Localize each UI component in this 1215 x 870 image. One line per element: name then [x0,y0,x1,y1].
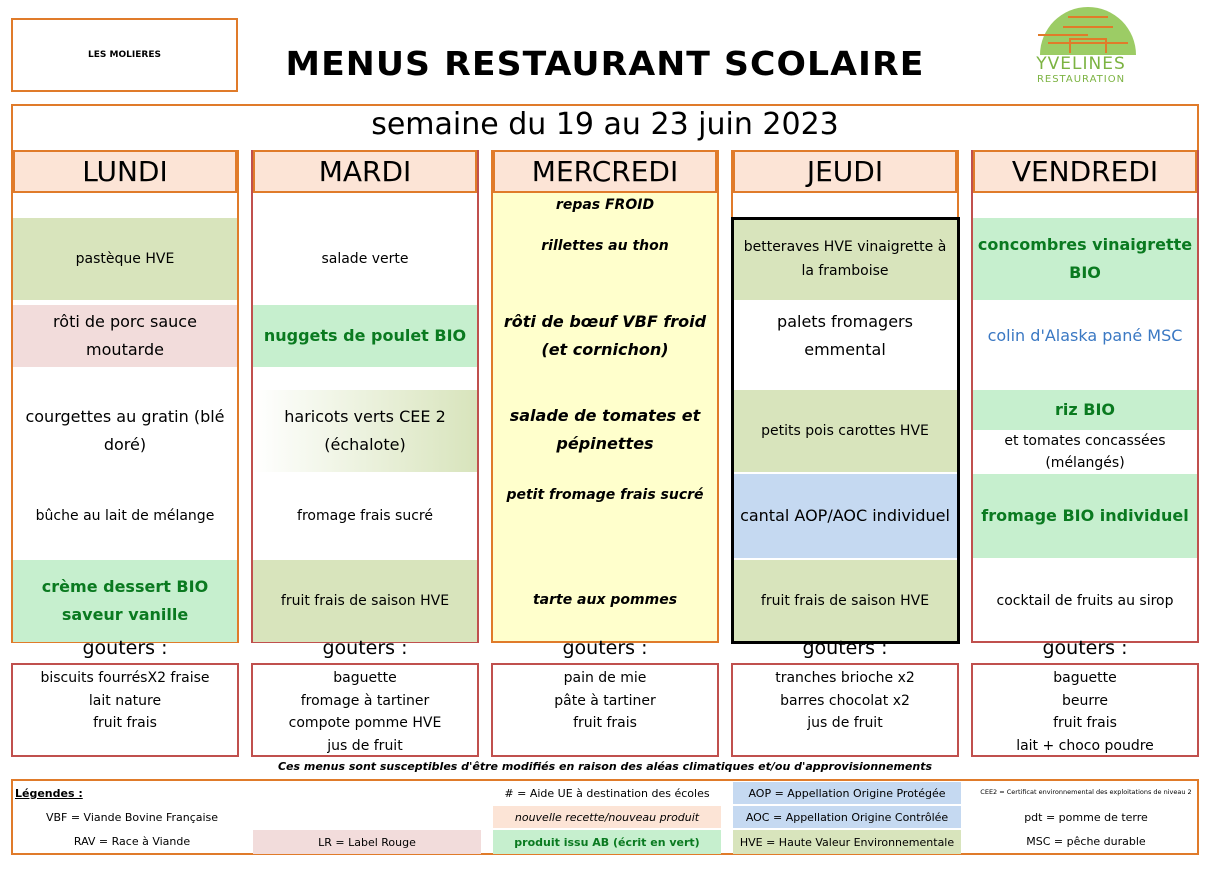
day-column-mardi [251,150,479,643]
gouter-item: jus de fruit [807,715,883,731]
menu-dessert: fruit frais de saison HVE [733,560,957,642]
gouter-item: fromage à tartiner [300,692,430,709]
gouter-item: baguette [333,670,397,686]
day-header-lundi: LUNDI [13,150,237,193]
gouter-title-mardi: gouters : [322,637,408,659]
menu-accompagnement: courgettes au gratin (blé doré) [25,407,225,454]
legend-aop: AOP = Appellation Origine Protégée [733,782,961,804]
gouter-item: pâte à tartiner [554,692,656,709]
menu-plat: rôti de porc sauce moutarde [13,305,237,367]
menu-laitage: fromage BIO individuel [973,474,1197,558]
gouter-item: beurre [1062,692,1108,709]
menu-laitage: bûche au lait de mélange [35,507,215,524]
gouter-item: fruit frais [93,715,157,731]
week-title: semaine du 19 au 23 juin 2023 [371,107,839,142]
gouter-item: lait nature [88,692,162,709]
legend-msc: MSC = pêche durable [1026,834,1146,848]
day-header-jeudi: JEUDI [733,150,957,193]
legend-rav: RAV = Race à Viande [73,834,191,848]
day-column-lundi [11,150,239,643]
day-header-vendredi: VENDREDI [973,150,1197,193]
gouter-item: tranches brioche x2 [775,670,915,686]
gouter-item: lait + choco poudre [1016,737,1154,754]
logo-text: YVELINES [1036,54,1126,74]
menu-accompagnement: riz BIO [973,390,1197,430]
day-header-mardi: MARDI [253,150,477,193]
legend-lr: LR = Label Rouge [253,830,481,854]
legend-vbf: VBF = Viande Bovine Française [45,810,219,824]
legend-aoc: AOC = Appellation Origine Contrôlée [733,806,961,828]
legend-ab: produit issu AB (écrit en vert) [493,830,721,854]
gouter-item: pain de mie [563,670,647,686]
gouter-item: jus de fruit [327,737,403,754]
menu-plat: palets fromagers emmental [777,312,913,359]
menu-laitage: petit fromage frais sucré [506,486,704,503]
school-name: LES MOLIERES [88,50,161,60]
gouter-item: baguette [1053,670,1117,686]
menu-plat: rôti de bœuf VBF froid (et cornichon) [503,312,707,359]
disclaimer-note: Ces menus sont susceptibles d'être modifiés en raison des aléas climatiques et/ou d'approvisionnements [277,760,933,773]
menu-entree: pastèque HVE [13,218,237,300]
menu-laitage: cantal AOP/AOC individuel [733,474,957,558]
legend-hve: HVE = Haute Valeur Environnementale [733,830,961,854]
day-column-vendredi [971,150,1199,643]
menu-entree: rillettes au thon [541,237,669,254]
gouter-item: barres chocolat x2 [780,692,910,709]
gouter-item: fruit frais [1053,715,1117,731]
gouter-title-mercredi: gouters : [562,637,648,659]
menu-dessert: crème dessert BIO saveur vanille [13,560,237,642]
logo-subtext: RESTAURATION [1036,74,1126,85]
jeudi-highlight-frame [731,217,960,644]
menu-plat: colin d'Alaska pané MSC [987,326,1183,345]
menu-entree: salade verte [321,250,409,267]
legend-pdt: pdt = pomme de terre [1024,810,1148,824]
menu-laitage: fromage frais sucré [297,507,433,524]
gouter-title-jeudi: gouters : [802,637,888,659]
menu-dessert: tarte aux pommes [532,591,678,608]
menu-accompagnement: salade de tomates et pépinettes [509,406,701,453]
gouter-box-mercredi [491,663,719,757]
school-name-box [11,18,238,92]
gouter-title-vendredi: gouters : [1042,637,1128,659]
menu-plat: nuggets de poulet BIO [253,305,477,367]
menu-entree: betteraves HVE vinaigrette à la framboise [733,218,957,300]
legend-ue: # = Aide UE à destination des écoles [504,786,710,800]
day-column-mercredi [491,150,719,643]
menu-repas-type: repas FROID [555,196,655,213]
legend-nouvelle-recette: nouvelle recette/nouveau produit [493,806,721,828]
legend-cee: CEE2 = Certificat environnemental des exploitations de niveau 2 [980,788,1192,797]
day-header-mercredi: MERCREDI [493,150,717,193]
menu-accompagnement: petits pois carottes HVE [733,390,957,472]
menu-accompagnement-detail: et tomates concassées (mélangés) [1004,433,1166,472]
menu-dessert: fruit frais de saison HVE [253,560,477,642]
gouter-title-lundi: gouters : [82,637,168,659]
gouter-item: biscuits fourrésX2 fraise [40,670,210,686]
gouter-box-jeudi [731,663,959,757]
gouter-box-vendredi [971,663,1199,757]
legend-box [11,779,1199,855]
gouter-box-lundi [11,663,239,757]
gouter-box-mardi [251,663,479,757]
gouter-item: compote pomme HVE [288,715,442,731]
page-title: MENUS RESTAURANT SCOLAIRE [285,44,925,83]
menu-dessert: cocktail de fruits au sirop [996,592,1174,609]
legend-title: Légendes : [15,786,83,800]
menu-accompagnement: haricots verts CEE 2 (échalote) [253,390,477,472]
menu-entree: concombres vinaigrette BIO [973,218,1197,300]
gouter-item: fruit frais [573,715,637,731]
